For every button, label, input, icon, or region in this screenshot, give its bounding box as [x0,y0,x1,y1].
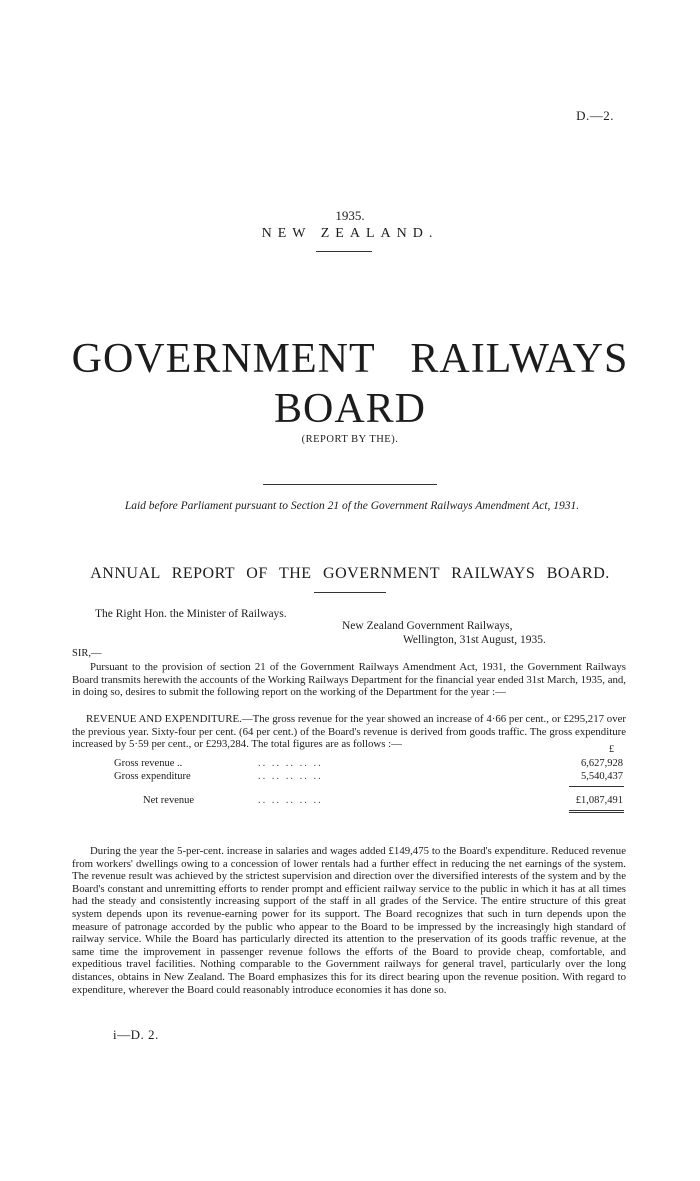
laid-before-notice: Laid before Parliament pursuant to Section 21 of the Government Railways Amendment Act, 1931. [124,500,580,512]
letter-salutation: SIR,— [72,648,102,659]
figures-row-label: Gross expenditure [114,771,191,782]
main-subtitle: (REPORT BY THE). [301,434,399,445]
report-heading: ANNUAL REPORT OF THE GOVERNMENT RAILWAYS BOARD. [90,565,610,582]
divider-report [314,592,386,593]
main-title-line2: BOARD [273,386,427,432]
currency-symbol: £ [609,744,614,755]
divider-title [263,484,437,485]
figures-row-label: Gross revenue .. [114,758,183,769]
divider-short [316,251,372,252]
country-heading: NEW ZEALAND. [261,226,439,241]
figures-subtotal-rule [569,786,624,787]
report-year: 1935. [335,208,365,223]
figures-total-rule-1 [569,810,624,811]
paragraph-during-the-year: During the year the 5-per-cent. increase in salaries and wages added £149,475 to the Board's expenditure. Reduced revenue from workers' dwellings owing to a concession of lower rentals had a further effect in reducing the net earnings of the system. The revenue result was achieved by the strictest supervision and direction over the diversified interests of the system and by the Board's constant and unremitting efforts to render prompt and efficient railway service to the public in which it has at all times had the steady and consistently increasing support of the staff in all grades of the Service. The entire structure of this great system depends upon its revenue-earning power for its support. The Board recognizes that such in turn depends upon the measure of patronage accorded by the public who appear to the Board to be impressed by the increasingly high standard of railway service. While the Board has particularly directed its attention to the preservation of its goods traffic revenue, at the same time the improvement in passenger revenue follows the efforts of the Board to provide cheap, comfortable, and expeditious travel facilities. Nothing comparable to the Government railways for general travel, particularly over the long distances, obtains in New Zealand. The Board emphasizes this for its direct bearing upon the revenue position. With regard to expenditure, wherever the Board could reasonably introduce economies it has done so. [72,845,626,996]
figures-row-leader: .. .. .. .. .. [258,758,323,769]
main-title-line1: GOVERNMENT RAILWAYS [71,336,629,382]
paragraph-revenue-expenditure: REVENUE AND EXPENDITURE.—The gross revenue for the year showed an increase of 4·66 per cent., or £295,217 over the previous year. Sixty-four per cent. (64 per cent.) of the Board's revenue is derived from goods traffic. The gross expenditure increased by 5·59 per cent., or £293,284. The total figures are as follows :— [72,713,626,751]
figures-total-rule-2 [569,812,624,813]
figures-row-value: 5,540,437 [581,771,623,782]
letter-department: New Zealand Government Railways, [342,620,513,632]
figures-row-leader: .. .. .. .. .. [258,795,323,806]
page-reference: D.—2. [576,108,614,123]
figures-row-leader: .. .. .. .. .. [258,771,323,782]
footer-reference: i—D. 2. [113,1027,159,1042]
paragraph-introduction: Pursuant to the provision of section 21 of the Government Railways Amendment Act, 1931, the Government Railways Board transmits herewith the accounts of the Working Railways Department for the financial year ended 31st March, 1935, and, in doing so, desires to submit the following report on the working of the Department for the year :— [72,661,626,699]
letter-addressee: The Right Hon. the Minister of Railways. [95,608,287,620]
figures-row-label: Net revenue [143,795,195,806]
figures-row-value: £1,087,491 [575,795,623,806]
figures-row-value: 6,627,928 [581,758,623,769]
letter-dateline: Wellington, 31st August, 1935. [403,634,546,646]
